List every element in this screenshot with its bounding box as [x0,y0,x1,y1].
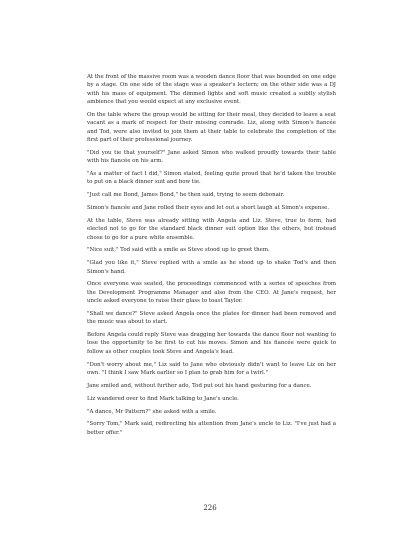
page-number: 226 [203,504,217,512]
paragraph: Before Angela could reply Steve was dragging her towards the dance floor not wanting to lose the opportunity to be first to cut his moves. Simon and his fiancée were quick to follow as other couples took Steve and Angela's lead. [87,332,336,355]
paragraph: "Don't worry about me," Liz said to Jane who obviously didn't want to leave Liz on her own. "I think I saw Mark earlier so I plan to grab him for a twirl." [87,361,336,376]
paragraph: Once everyone was seated, the proceedings commenced with a series of speeches from the Development Programme Manager and also from the CEO. At Jane's request, her uncle asked everyone to raise their glass to toast Taylor. [87,281,336,305]
paragraph: At the front of the massive room was a wooden dance floor that was bounded on one edge by a stage. On one side of the stage was a speaker's lectern; on the other side was a DJ with his mass of equipment. The dimmed lights and soft music created a subtly stylish ambience that you would expect at any exclusive event. [87,74,336,106]
paragraph: "Shall we dance?" Steve asked Angela once the plates for dinner had been removed and the music was about to start. [87,310,336,326]
paragraph: Liz wandered over to find Mark talking to Jane's uncle. [87,395,239,402]
body-text [87,73,336,442]
paragraph: "Just call me Bond, James Bond," he then said, trying to seem debonair. [87,192,285,199]
paragraph: "Sorry Tom," Mark said, redirecting his attention from Jane's uncle to Liz. "I've just had a better offer." [87,421,336,436]
paragraph: On the table where the group would be sitting for their meal, they decided to leave a seat vacant as a mark of respect for their missing comrade. Liz, along with Simon's fiancée and Tod, were also invited to join them at their table to celebrate the completion of the first part of their professional journey. [87,111,336,143]
paragraph: "Nice suit," Tod said with a smile as Steve stood up to greet them. [87,247,270,254]
paragraph: "Glad you like it," Steve replied with a smile as he stood up to shake Tod's and then Simon's hand. [87,260,336,275]
paragraph: "Did you tie that yourself?" Jane asked Simon who walked proudly towards their table with his fiancée on his arm. [87,149,336,165]
paragraph: At the table, Steve was already sitting with Angela and Liz. Steve, true to form, had elected not to go for the standard black dinner suit option like the others, but instead chose to go for a pure white ensemble. [87,217,336,241]
paragraph: Simon's fiancée and Jane rolled their eyes and let out a short laugh at Simon's expense. [87,204,330,211]
paragraph: "As a matter of fact I did," Simon stated, feeling quite proud that he'd taken the trouble to put on a black dinner suit and bow tie. [87,170,336,186]
paragraph: Jane smiled and, without further ado, Tod put out his hand gesturing for a dance. [87,382,312,389]
paragraph: "A dance, Mr Pattern?" she asked with a smile. [87,408,217,415]
